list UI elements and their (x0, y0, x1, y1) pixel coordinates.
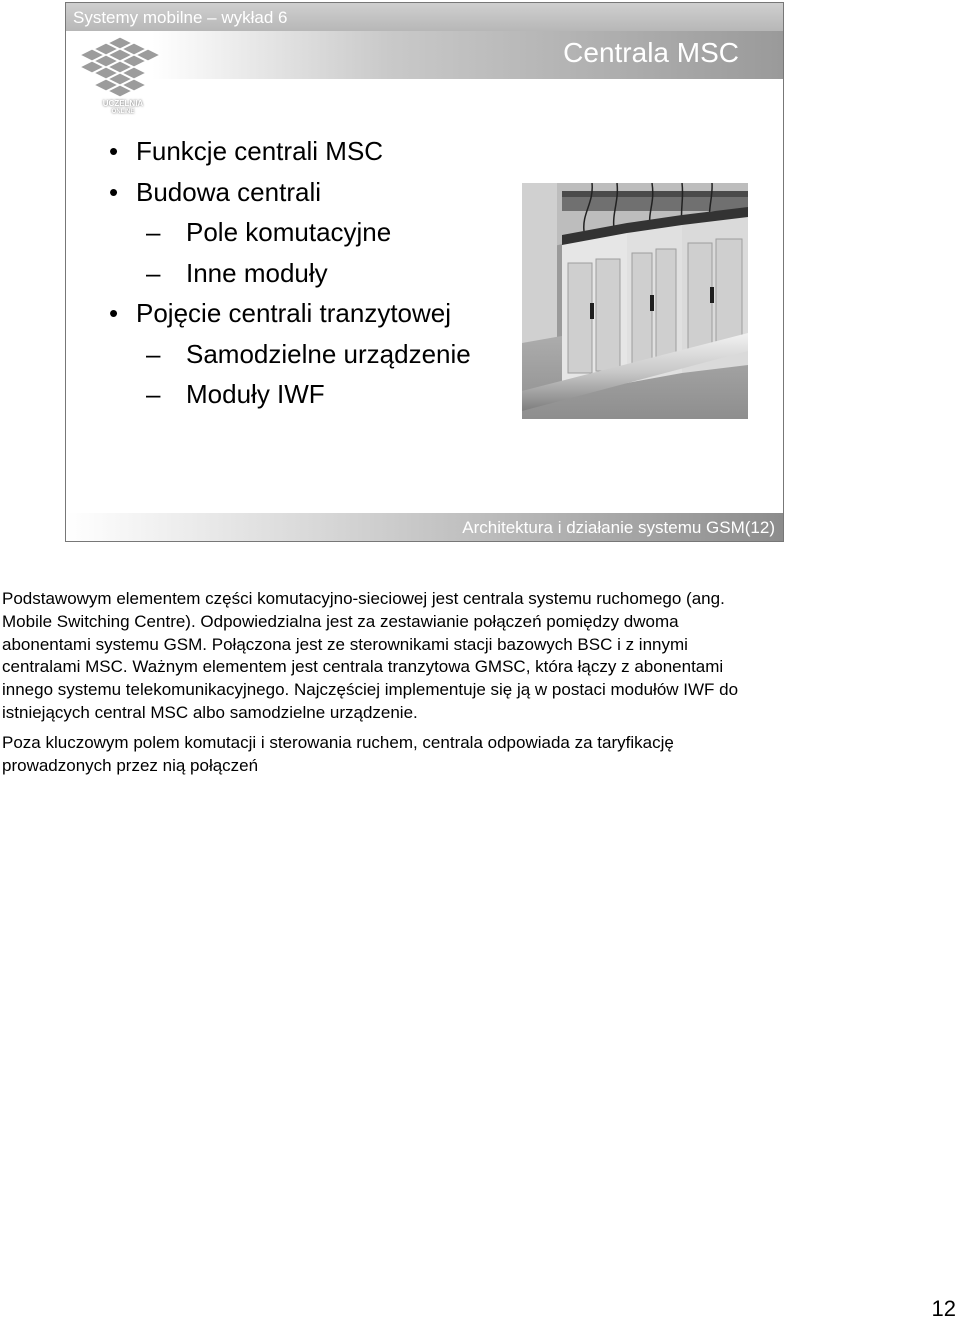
notes-line: abonentami systemu GSM. Połączona jest ze sterownikami stacji bazowych BSC i z innymi (2, 634, 688, 654)
msc-equipment-photo (522, 183, 748, 419)
lecture-notes (2, 588, 902, 777)
notes-line: innego systemu telekomunikacyjnego. Najczęściej implementuje się ją w postaci modułów IWF do (2, 680, 739, 700)
sub-bullet-item: – Samodzielne urządzenie (106, 334, 471, 375)
page-number: 12 (931, 1296, 956, 1321)
notes-paragraph-2 (2, 732, 902, 778)
slide-title: Centrala MSC (563, 37, 739, 68)
sub-bullet-item: – Moduły IWF (106, 374, 471, 415)
course-label: Systemy mobilne – wykład 6 (73, 8, 288, 27)
notes-line: Podstawowym elementem części komutacyjno-sieciowej jest centrala systemu ruchomego (ang. (2, 589, 725, 608)
notes-paragraph-1 (2, 588, 902, 725)
logo-text-line1: UCZELNIA (102, 99, 144, 108)
notes-line: Poza kluczowym polem komutacji i sterowania ruchem, centrala odpowiada za taryfikację (2, 732, 674, 752)
notes-line: prowadzonych przez nią połączeń (2, 755, 259, 775)
bullet-item: • Funkcje centrali MSC (106, 131, 471, 172)
notes-line: istniejących central MSC albo samodzielne urządzenie. (2, 702, 418, 722)
bullet-item: • Budowa centrali (106, 172, 471, 213)
notes-line: centralami MSC. Ważnym elementem jest centrala tranzytowa GMSC, która łączy z abonentami (2, 657, 724, 677)
logo-text-line2: ONLINE (111, 109, 135, 115)
notes-line: Mobile Switching Centre). Odpowiedzialna jest za zestawianie połączeń pomiędzy dwoma (2, 611, 679, 631)
bullet-item: • Pojęcie centrali tranzytowej (106, 293, 471, 334)
slide-bullet-list (106, 131, 471, 415)
sub-bullet-item: – Pole komutacyjne (106, 212, 471, 253)
sub-bullet-item: – Inne moduły (106, 253, 471, 294)
slide (65, 2, 784, 542)
logo-text (88, 99, 158, 117)
slide-footer-text: Architektura i działanie systemu GSM(12) (462, 518, 775, 537)
